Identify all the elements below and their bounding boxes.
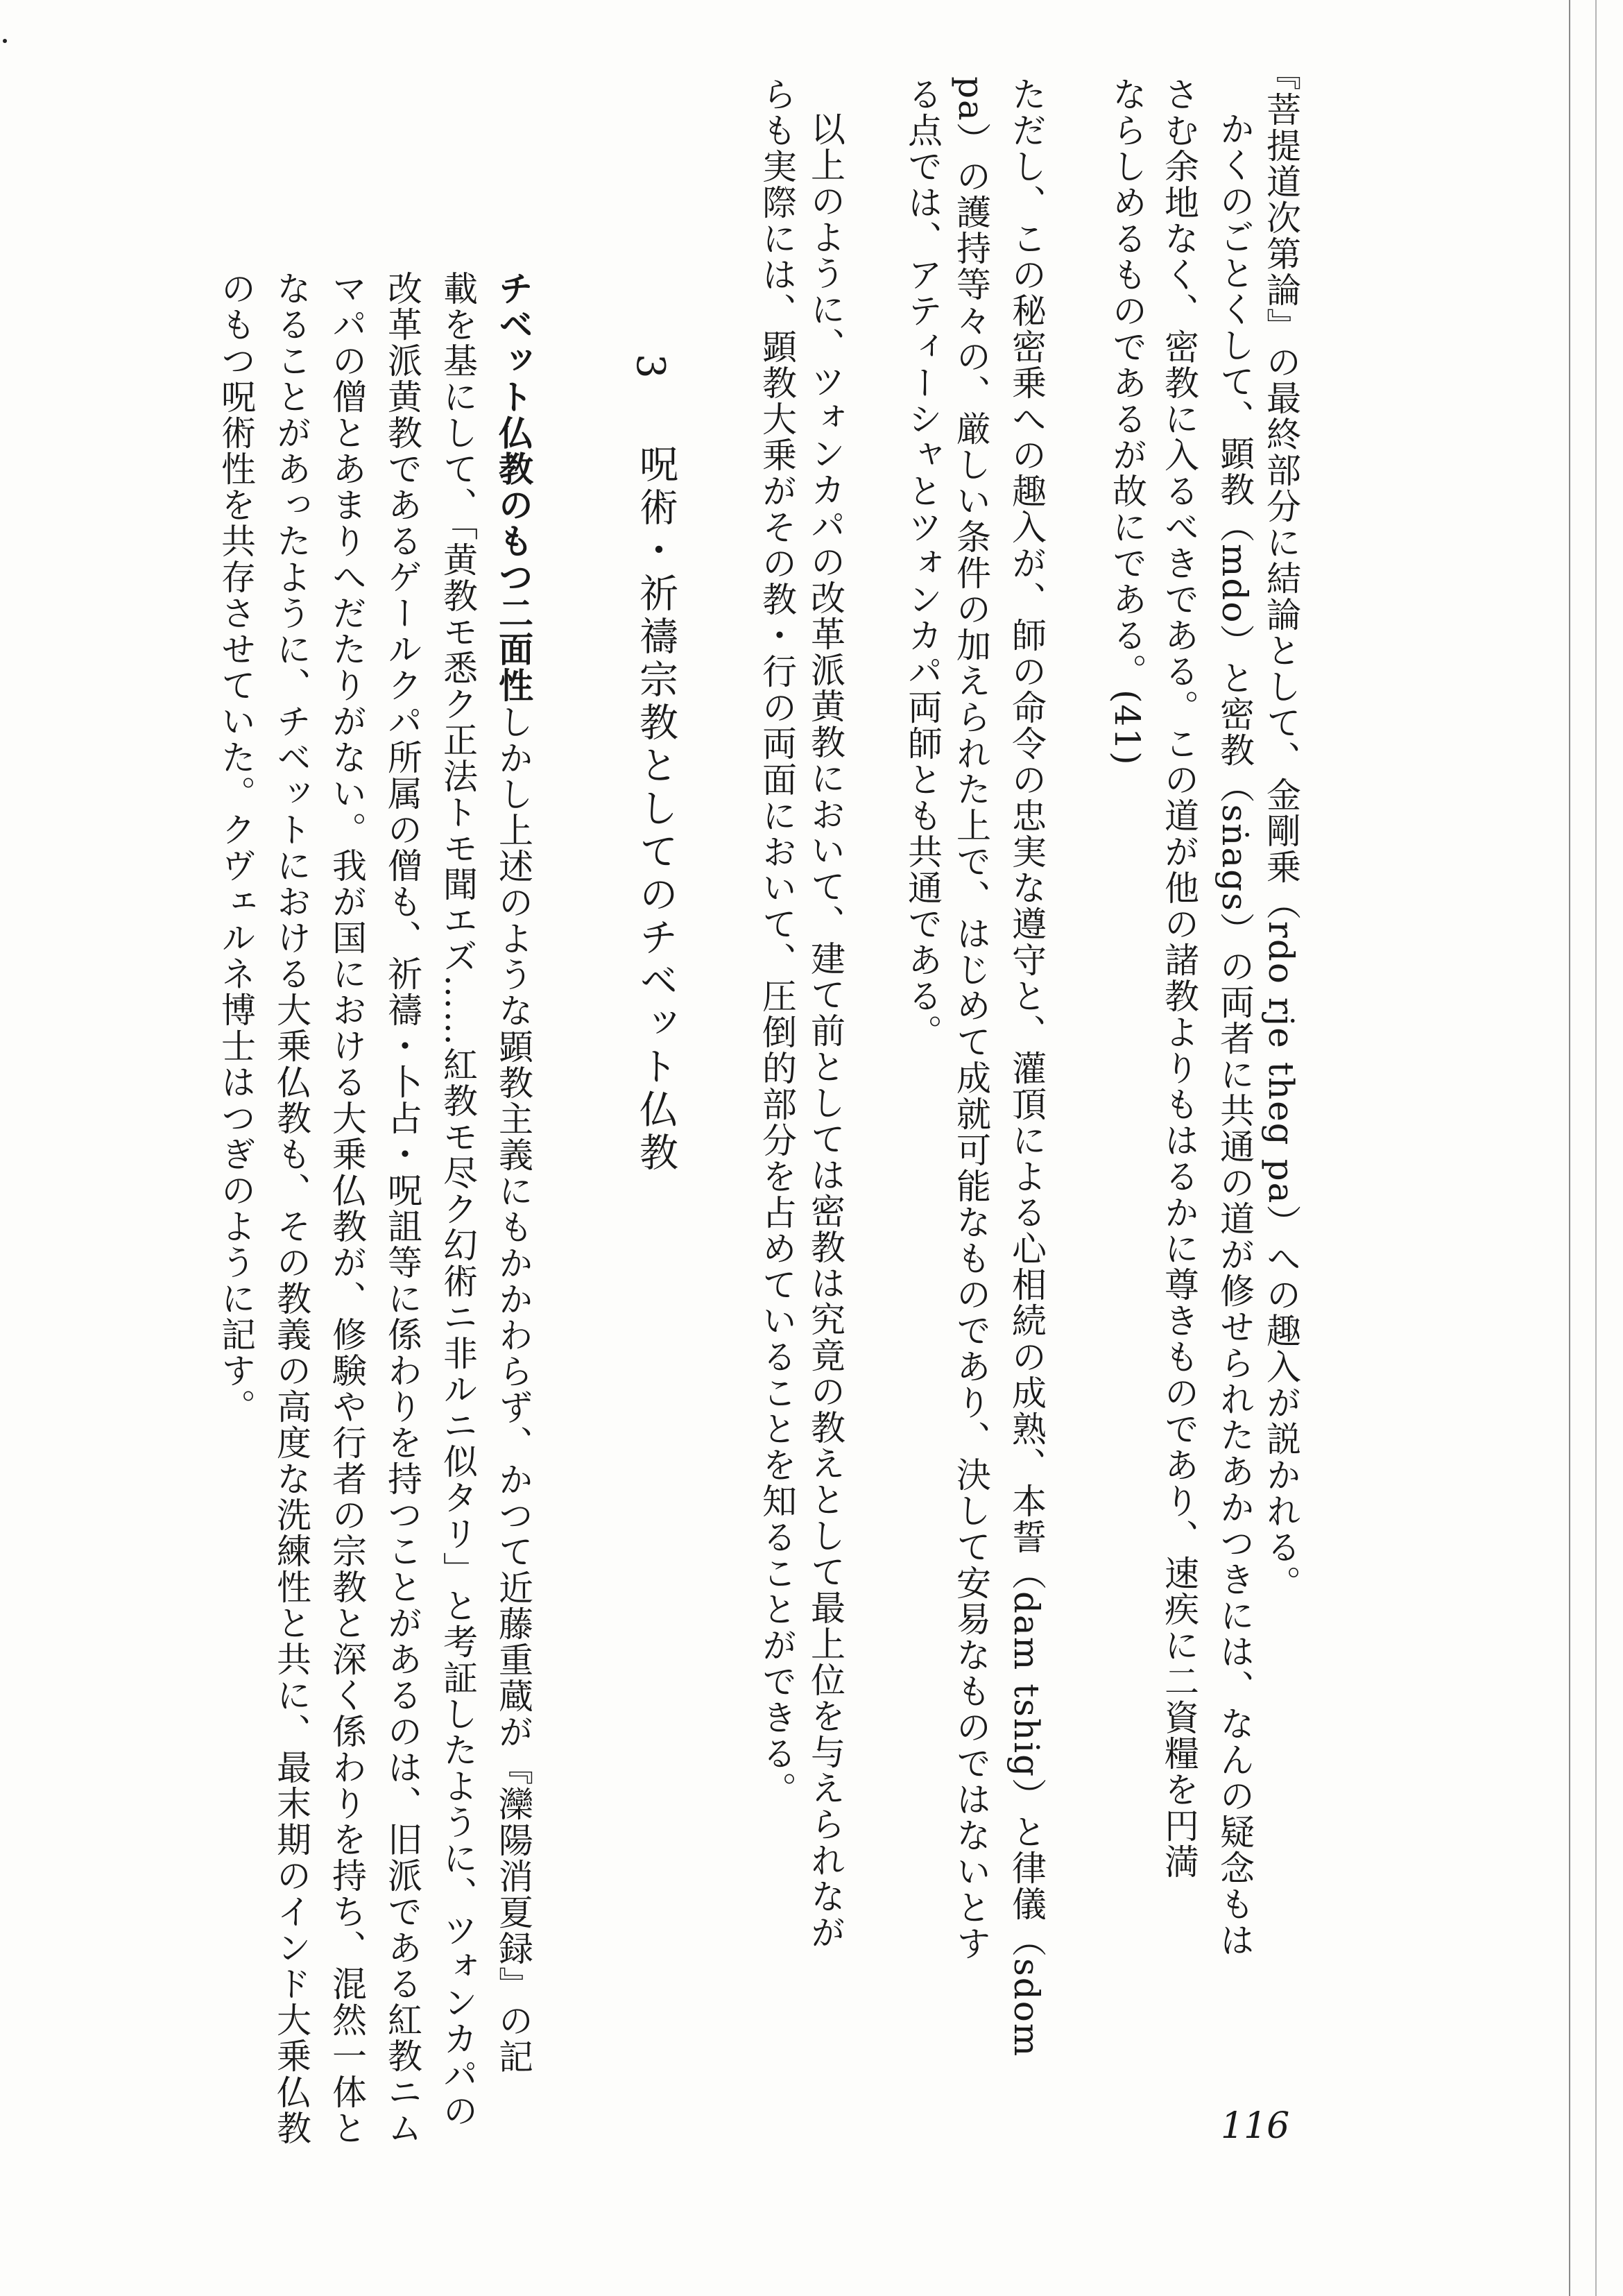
text-line: 『菩提道次第論』の最終部分に結論として、金剛乗（rdo rje theg pa）への趣入が説かれる。 (1261, 55, 1301, 1602)
text-line: 改革派黄教であるゲールクパ所属の僧も、祈禱・卜占・呪詛等に係わりを持つことがあるのは、旧派である紅教ニム (382, 271, 422, 2146)
text-line: かくのごとくして、顕教（mdo）と密教（sṅags）の両者に共通の道が修せられたあかつきには、なんの疑念もは (1214, 111, 1255, 1958)
section-title: 呪術・祈禱宗教としてのチベット仏教 (633, 444, 678, 1175)
text-line: しかし上述のような顕教主義にもかかわらず、かつて近藤重蔵が『灤陽消夏録』の記 (493, 704, 533, 2075)
binding-edge-line (1569, 0, 1570, 2296)
binding-edge-line-outer (1595, 0, 1597, 2296)
page-number: 116 (1221, 2105, 1290, 2147)
subsection-title: チベット仏教のもつ二面性 (493, 271, 533, 703)
scan-mark (3, 39, 7, 43)
text-line: 以上のように、ツォンカパの改革派黄教において、建て前としては密教は究竟の教えとして最上位を与えられなが (805, 111, 845, 1951)
text-line: ならしめるものであるが故にである。(41) (1107, 76, 1147, 766)
text-line: る点では、アティーシャとツォンカパ両師とも共通である。 (902, 76, 943, 1050)
section-number: 3 (628, 354, 673, 383)
text-line: さむ余地なく、密教に入るべきである。この道が他の諸教よりもはるかに尊きものであり、速疾に二資糧を円満 (1159, 76, 1199, 1880)
text-line: 載を基にして、「黄教モ悉ク正法トモ聞エズ……紅教モ尽ク幻術ニ非ルニ似タリ」と考証したように、ツォンカパの (438, 271, 478, 2129)
text-line: pa）の護持等々の、厳しい条件の加えられた上で、はじめて成就可能なものであり、決して安易なものではないとす (951, 76, 991, 1962)
text-line: らも実際には、顕教大乗がその教・行の両面において、圧倒的部分を占めていることを知ることができる。 (757, 76, 797, 1808)
text-line: のもつ呪術性を共存させていた。クヴェルネ博士はつぎのように記す。 (216, 271, 256, 1425)
text-line: ただし、この秘密乗への趣入が、師の命令の忠実な遵守と、灌頂による心相続の成熟、本誓（dam tshig）と律儀（sdom (1006, 76, 1047, 2058)
text-line: マパの僧とあまりへだたりがない。我が国における大乗仏教が、修験や行者の宗教と深く係わりを持ち、混然一体と (327, 271, 367, 2146)
text-line: なることがあったように、チベットにおける大乗仏教も、その教義の高度な洗練性と共に、最末期のインド大乗仏教 (271, 271, 311, 2146)
